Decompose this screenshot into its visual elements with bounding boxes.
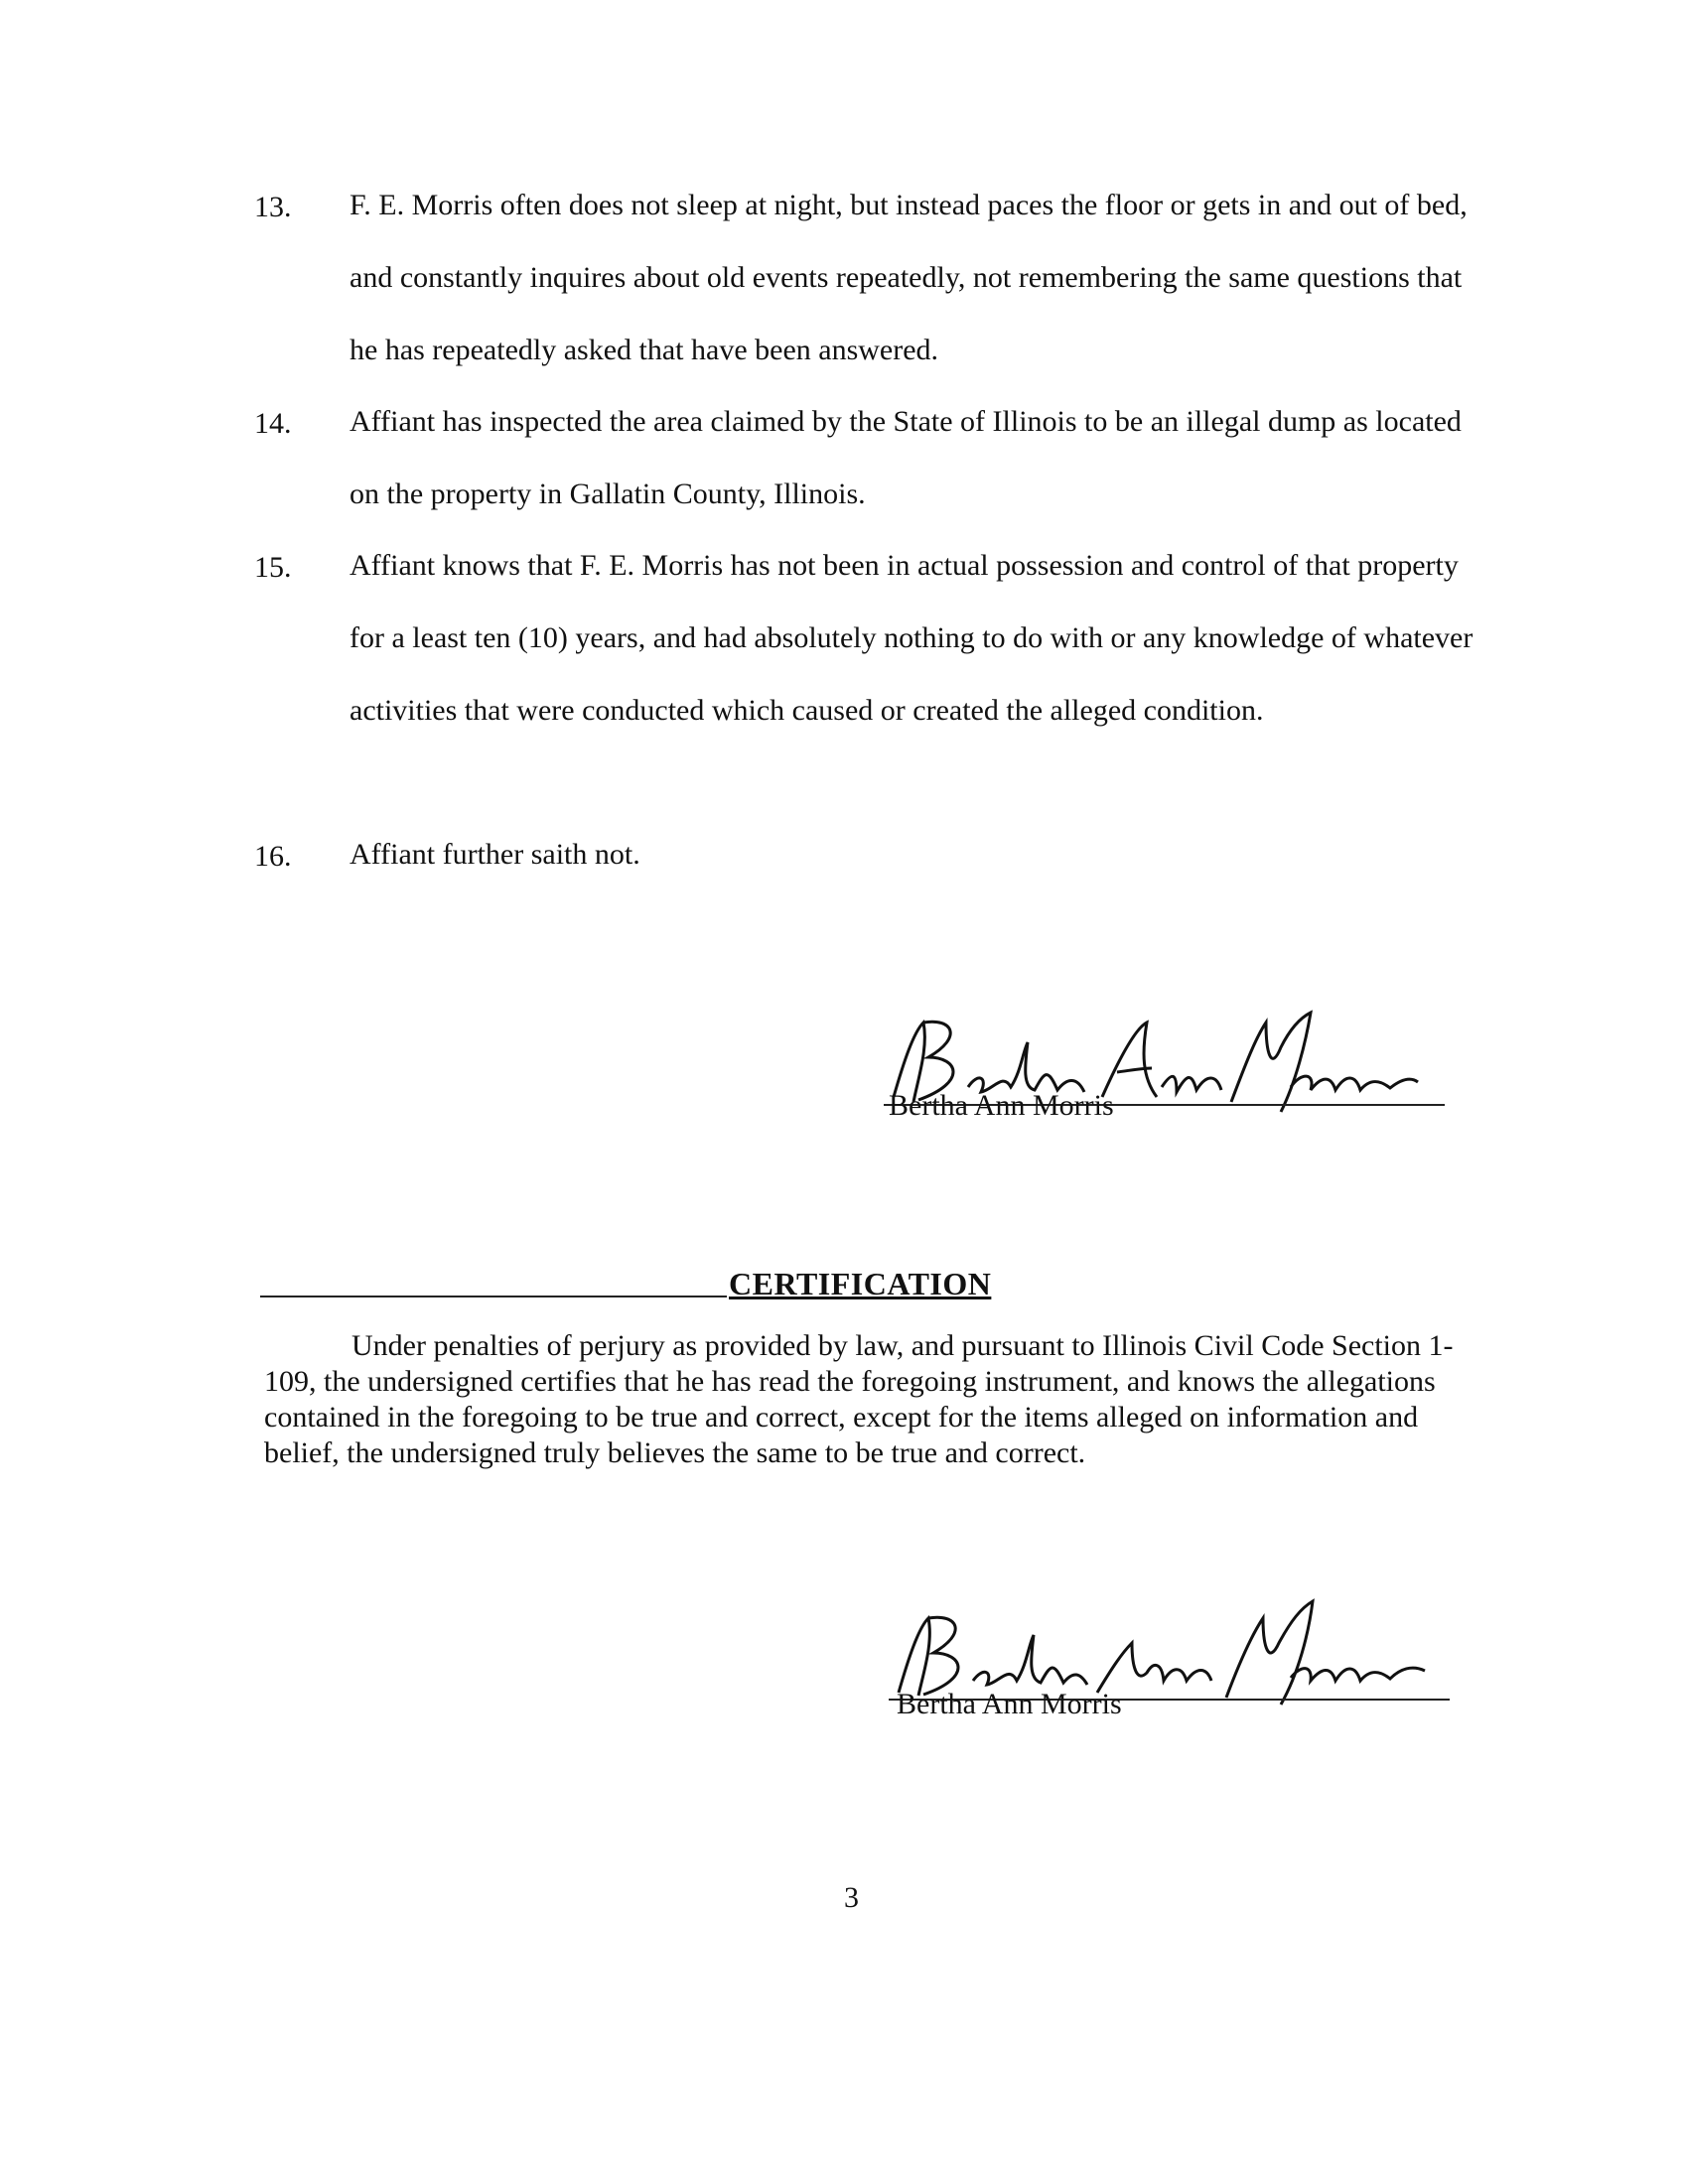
section-title: CERTIFICATION bbox=[729, 1266, 992, 1301]
certification-text: Under penalties of perjury as provided by law, and pursuant to Illinois Civil Code Section 1-109, the undersigned certifies that he has read the foregoing instrument, and knows the allegations contained in the foregoing to be true and correct, except for the items alleged on information and belief, the undersigned truly believes the same to be true and correct. bbox=[264, 1329, 1454, 1469]
item-text: Affiant further saith not. bbox=[350, 838, 640, 871]
page-number: 3 bbox=[844, 1881, 859, 1914]
item-number: 14. bbox=[254, 407, 292, 440]
item-text: Affiant knows that F. E. Morris has not been in actual possession and control of that property for a least ten (10) years, and had absolutely nothing to do with or any knowledge of whatever activities that were conducted which caused or created the alleged condition. bbox=[350, 549, 1474, 727]
item-number: 13. bbox=[254, 191, 292, 223]
divider bbox=[260, 1296, 727, 1297]
printed-name: Bertha Ann Morris bbox=[897, 1688, 1122, 1720]
item-number: 15. bbox=[254, 551, 292, 584]
item-number: 16. bbox=[254, 840, 292, 873]
item-text: Affiant has inspected the area claimed by the State of Illinois to be an illegal dump as located on the property in Gallatin County, Illinois. bbox=[350, 405, 1462, 510]
printed-name: Bertha Ann Morris bbox=[889, 1089, 1114, 1122]
item-text: F. E. Morris often does not sleep at night, but instead paces the floor or gets in and out of bed, and constantly inquires about old events repeatedly, not remembering the same questions that he has repeatedly asked that have been answered. bbox=[350, 189, 1468, 366]
